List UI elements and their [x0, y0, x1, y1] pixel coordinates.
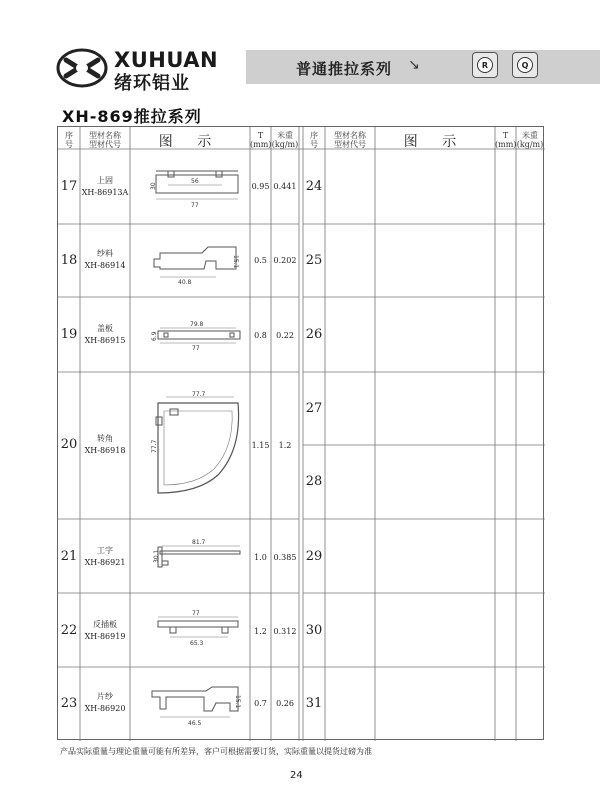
row-22-name: 反插板 XH-86919 — [84, 620, 126, 641]
row-21-thickness: 1.0 — [254, 553, 267, 562]
profile-17-drawing — [146, 163, 246, 213]
page-header — [0, 42, 600, 94]
row-30-number: 30 — [305, 623, 323, 638]
arrow-icon: ↘ — [408, 57, 420, 73]
header-figure: 图 示 — [158, 134, 222, 150]
header-figure-right: 图 示 — [403, 134, 467, 150]
row-21-number: 21 — [60, 549, 78, 564]
row-29-number: 29 — [305, 549, 323, 564]
row-22-number: 22 — [60, 623, 78, 638]
row-17-thickness: 0.95 — [251, 182, 270, 191]
header-seq: 序 号 — [65, 131, 73, 149]
row-20-thickness: 1.15 — [251, 441, 270, 450]
dim-22-a: 77 — [192, 610, 200, 617]
dim-20-a: 77.7 — [192, 391, 206, 398]
header-thickness: T (mm) — [250, 131, 272, 149]
series-title: 普通推拉系列 — [296, 60, 393, 78]
header-seq-right: 序 号 — [310, 131, 318, 149]
row-27-number: 27 — [305, 401, 323, 416]
page-number: 24 — [290, 770, 303, 781]
row-19-number: 19 — [60, 327, 78, 342]
header-weight-right: 米重 (kg/m) — [516, 131, 544, 149]
dim-18-a: 40.8 — [178, 279, 192, 286]
dim-21-a: 81.7 — [192, 539, 206, 546]
row-18-name: 纱料 XH-86914 — [84, 249, 126, 270]
row-24-number: 24 — [305, 179, 323, 194]
dim-18-b: 15.1 — [232, 255, 239, 269]
dim-17-a: 56 — [191, 178, 199, 185]
dim-23-a: 46.5 — [188, 720, 202, 727]
row-18-number: 18 — [60, 253, 78, 268]
row-21-name: 工字 XH-86921 — [84, 546, 126, 567]
row-18-thickness: 0.5 — [254, 256, 267, 265]
dim-19-b: 77 — [192, 345, 200, 352]
row-23-thickness: 0.7 — [254, 699, 267, 708]
dim-20-b: 77.7 — [151, 439, 158, 453]
row-19-name: 盖板 XH-86915 — [84, 324, 126, 345]
row-20-name: 转角 XH-86918 — [84, 434, 126, 455]
page-title: XH-869推拉系列 — [62, 107, 202, 126]
dim-17-c: 30 — [150, 182, 157, 190]
row-20-weight: 1.2 — [278, 441, 292, 450]
row-22-weight: 0.312 — [273, 627, 297, 636]
profile-18-drawing — [146, 239, 246, 289]
header-thickness-right: T (mm) — [495, 131, 517, 149]
footer-note: 产品实际重量与理论重量可能有所差异，客户可根据需要订货，实际重量以提货过磅为准 — [60, 747, 372, 756]
row-18-weight: 0.202 — [273, 256, 297, 265]
dim-19-a: 79.8 — [190, 321, 204, 328]
brand-logo-icon — [56, 46, 108, 90]
row-25-number: 25 — [305, 253, 323, 268]
profile-20-drawing — [138, 389, 250, 499]
row-19-thickness: 0.8 — [254, 331, 267, 340]
header-weight: 米重 (kg/m) — [271, 131, 299, 149]
row-28-number: 28 — [305, 474, 323, 489]
row-19-weight: 0.22 — [276, 331, 294, 340]
dim-19-c: 6.9 — [151, 331, 158, 341]
brand-name-en: XUHUAN — [114, 48, 219, 72]
dim-22-b: 65.3 — [190, 640, 204, 647]
brand-name-cn: 绪环铝业 — [114, 73, 190, 94]
dim-23-b: 15.1 — [234, 695, 241, 709]
row-23-number: 23 — [60, 696, 78, 711]
row-23-weight: 0.26 — [276, 699, 294, 708]
profile-22-drawing — [146, 607, 246, 651]
row-20-number: 20 — [60, 437, 78, 452]
cert-q-label: Q — [517, 57, 533, 73]
row-22-thickness: 1.2 — [254, 627, 267, 636]
dim-21-b: 30.1 — [153, 549, 160, 563]
row-26-number: 26 — [305, 327, 323, 342]
certification-r-icon — [472, 52, 498, 78]
profile-19-drawing — [146, 317, 246, 357]
header-name: 型材名称 型材代号 — [89, 131, 121, 149]
row-17-name: 上固 XH-86913A — [81, 176, 129, 197]
header-name-right: 型材名称 型材代号 — [334, 131, 366, 149]
cert-r-label: R — [477, 57, 493, 73]
dim-17-b: 77 — [191, 202, 199, 209]
row-21-weight: 0.385 — [273, 553, 297, 562]
row-17-weight: 0.441 — [273, 182, 297, 191]
certification-q-icon — [512, 52, 538, 78]
product-table — [57, 126, 544, 740]
row-23-name: 片纱 XH-86920 — [84, 692, 126, 713]
row-31-number: 31 — [305, 696, 323, 711]
row-17-number: 17 — [60, 179, 78, 194]
profile-21-drawing — [146, 535, 246, 575]
profile-23-drawing — [146, 681, 246, 731]
